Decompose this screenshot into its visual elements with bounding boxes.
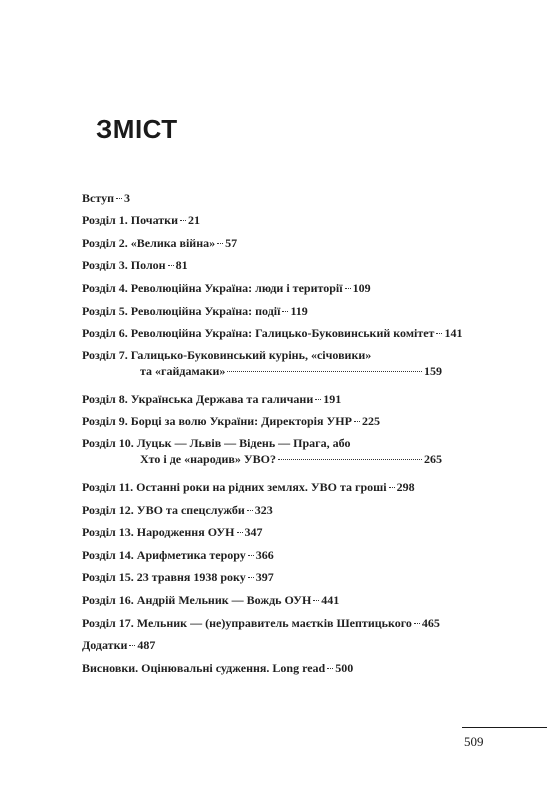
toc-entry xyxy=(82,564,442,587)
toc-entry-title: Розділ 9. Борці за волю України: Директорія УНР xyxy=(82,414,352,429)
toc-entry xyxy=(82,229,442,252)
toc-entry-title: Розділ 2. «Велика війна» xyxy=(82,235,216,250)
toc-entry-title: Розділ 6. Революційна Україна: Галицько-Буковинський комітет xyxy=(82,326,435,341)
toc-entry-page: 141 xyxy=(444,326,463,341)
toc-entry xyxy=(82,408,442,431)
toc-entry-title: Розділ 5. Революційна Україна: події xyxy=(82,303,281,318)
toc-entry xyxy=(82,519,442,542)
dot-leader xyxy=(327,668,333,669)
toc-entry xyxy=(82,586,442,609)
dot-leader xyxy=(247,510,253,511)
toc-entry-title: Розділ 15. 23 травня 1938 року xyxy=(82,570,246,585)
toc-entry-title: Розділ 12. УВО та спецслужби xyxy=(82,502,245,517)
dot-leader xyxy=(248,577,254,578)
toc-entry-title: Додатки xyxy=(82,638,128,653)
toc-entry-page: 191 xyxy=(323,391,342,406)
folio-rule xyxy=(462,727,547,728)
toc-entry-title: Хто і де «народив» УВО? xyxy=(140,452,276,467)
toc-entry-page: 109 xyxy=(352,280,371,295)
toc-entry xyxy=(82,473,442,496)
toc-entry xyxy=(82,436,442,473)
toc-entry-page: 225 xyxy=(361,414,380,429)
dot-leader xyxy=(313,600,319,601)
toc-entry-page: 3 xyxy=(123,190,130,205)
toc-entry-title: та «гайдамаки» xyxy=(140,364,226,379)
toc-entry-page: 500 xyxy=(335,660,354,675)
toc-entry-page: 347 xyxy=(244,525,263,540)
toc-entry-page: 323 xyxy=(254,502,273,517)
toc-entry-title: Розділ 13. Народження ОУН xyxy=(82,525,235,540)
toc-entry-page: 441 xyxy=(321,592,340,607)
toc-entry xyxy=(82,184,442,207)
toc-entry-title: Висновки. Оцінювальні судження. Long read xyxy=(82,660,326,675)
dot-leader xyxy=(116,198,122,199)
dot-leader xyxy=(278,459,422,460)
dot-leader xyxy=(168,265,174,266)
toc-entry-page: 366 xyxy=(255,547,274,562)
toc-entry xyxy=(82,385,442,408)
toc-entry-title: Розділ 8. Українська Держава та галичани xyxy=(82,391,314,406)
toc-entry-page: 397 xyxy=(255,570,274,585)
dot-leader xyxy=(315,399,321,400)
dot-leader xyxy=(345,288,351,289)
toc-entry-title: Розділ 4. Революційна Україна: люди і території xyxy=(82,280,343,295)
toc-entry xyxy=(82,348,442,385)
dot-leader xyxy=(227,371,422,372)
toc-entry-title: Розділ 14. Арифметика терору xyxy=(82,547,246,562)
toc-entry xyxy=(82,632,442,655)
dot-leader xyxy=(237,532,243,533)
toc-entry xyxy=(82,297,442,320)
toc-entry-page: 265 xyxy=(424,452,442,467)
toc-entry-title: Розділ 10. Луцьк — Львів — Відень — Прага, або xyxy=(82,436,351,451)
dot-leader xyxy=(354,421,360,422)
toc-entry xyxy=(82,274,442,297)
page-title: ЗМІСТ xyxy=(96,114,178,144)
toc-entry xyxy=(82,541,442,564)
toc-entry-page: 465 xyxy=(421,615,440,630)
toc-entry-title: Розділ 3. Полон xyxy=(82,258,166,273)
dot-leader xyxy=(217,243,223,244)
page-number: 509 xyxy=(464,734,484,749)
dot-leader xyxy=(282,311,288,312)
toc-entry-title: Вступ xyxy=(82,190,114,205)
table-of-contents xyxy=(82,184,463,677)
dot-leader xyxy=(180,220,186,221)
toc-entry-title: Розділ 1. Початки xyxy=(82,213,178,228)
dot-leader xyxy=(436,333,442,334)
toc-entry-page: 21 xyxy=(187,213,200,228)
toc-entry-page: 119 xyxy=(290,303,308,318)
toc-entry xyxy=(82,609,442,632)
toc-entry-title: Розділ 7. Галицько-Буковинський курінь, «січовики» xyxy=(82,348,372,363)
dot-leader xyxy=(129,645,135,646)
dot-leader xyxy=(248,555,254,556)
toc-entry xyxy=(82,496,442,519)
toc-entry-title: Розділ 16. Андрій Мельник — Вождь ОУН xyxy=(82,592,312,607)
dot-leader xyxy=(414,623,420,624)
dot-leader xyxy=(389,487,395,488)
toc-entry-title: Розділ 17. Мельник — (не)управитель маєтків Шептицького xyxy=(82,615,412,630)
toc-entry xyxy=(82,320,463,343)
toc-entry xyxy=(82,654,442,677)
toc-entry-page: 159 xyxy=(424,364,442,379)
toc-entry xyxy=(82,207,442,230)
toc-entry-page: 487 xyxy=(137,638,156,653)
toc-entry-page: 81 xyxy=(175,258,188,273)
toc-entry xyxy=(82,252,442,275)
toc-entry-page: 57 xyxy=(225,235,238,250)
toc-entry-title: Розділ 11. Останні роки на рідних землях. УВО та гроші xyxy=(82,479,387,494)
toc-entry-page: 298 xyxy=(396,479,415,494)
